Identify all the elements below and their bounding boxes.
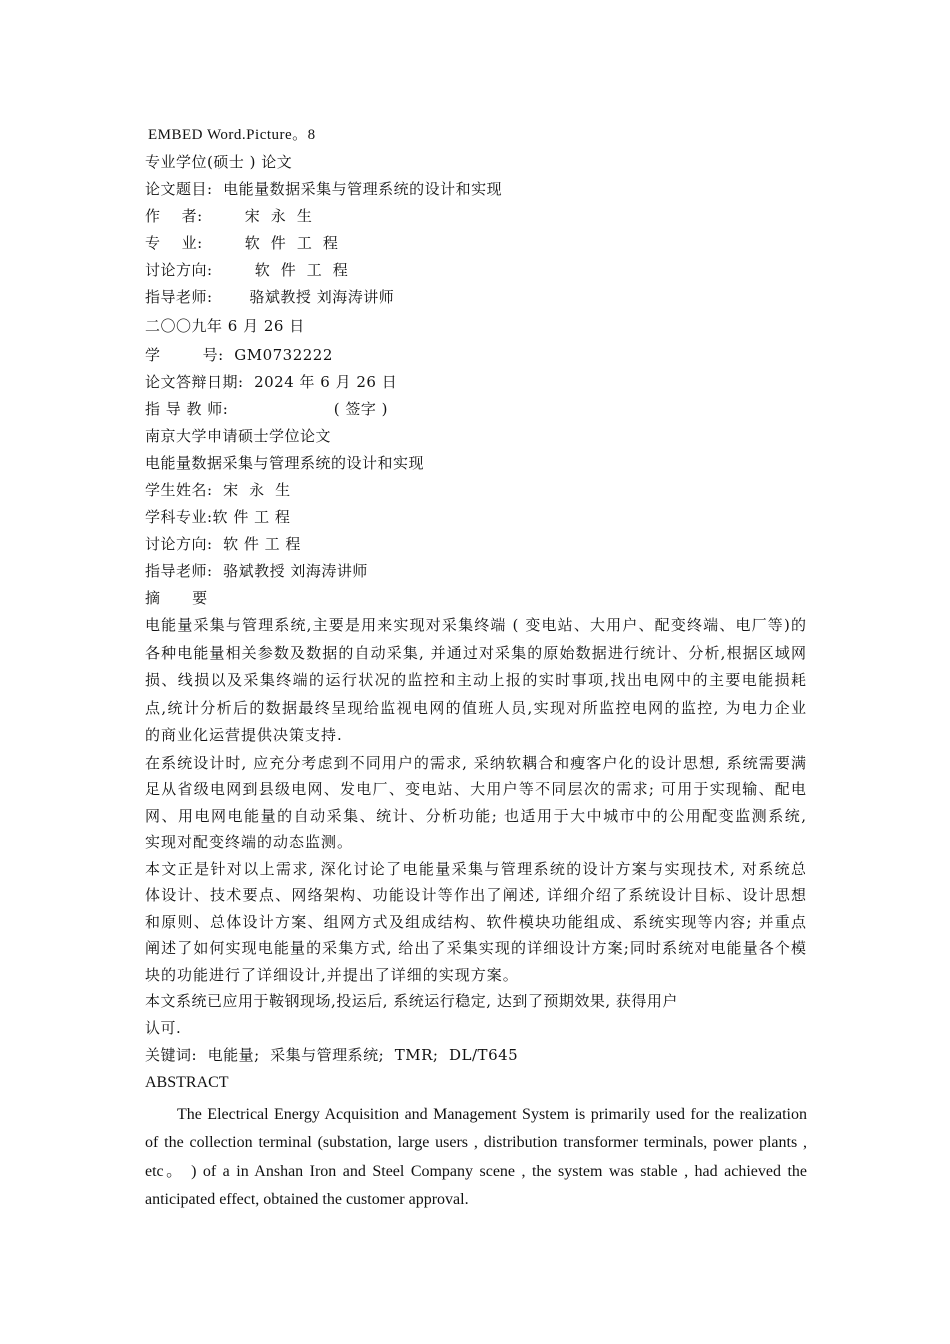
cover-major: 专 业: 软 件 工 程: [145, 234, 339, 252]
application-advisor: 指导老师: 骆斌教授 刘海涛讲师: [145, 562, 368, 580]
abstract-cn-paragraph: 本文系统已应用于鞍钢现场,投运后, 系统运行稳定, 达到了预期效果, 获得用户: [145, 992, 678, 1010]
cover-thesis-title: 论文题目: 电能量数据采集与管理系统的设计和实现: [145, 180, 503, 198]
keywords: 关键词: 电能量; 采集与管理系统; TMR; DL/T645: [145, 1046, 519, 1064]
abstract-cn-paragraph: 在系统设计时, 应充分考虑到不同用户的需求, 采纳软耦合和瘦客户化的设计思想, 系统需要满足从省级电网到县级电网、发电厂、变电站、大用户等不同层次的需求; 可用于实现输、配电网、用电网电能量的自动采集、统计、分析功能; 也适用于大中城市中的公用配变监测系统, 实现对配变终端的动态监测。: [145, 753, 807, 851]
defense-date: 论文答辩日期: 2024 年 6 月 26 日: [145, 373, 398, 391]
embed-field-line: EMBED Word.Picture。8: [148, 127, 316, 143]
abstract-cn-paragraph: 电能量采集与管理系统,主要是用来实现对采集终端 ( 变电站、大用户、配变终端、电厂等)的各种电能量相关参数及数据的自动采集, 并通过对采集的原始数据进行统计、分析,根据区域网损、线损以及采集终端的运行状况的监控和主动上报的实时事项,找出电网中的主要电能损耗点,统计分析后的数据最终呈现给监视电网的值班人员,实现对所监控电网的监控, 为电力企业的商业化运营提供决策支持.: [145, 616, 807, 744]
document-content: [145, 122, 807, 1215]
student-id: 学 号: GM0732222: [145, 346, 333, 364]
abstract-cn-paragraph: 本文正是针对以上需求, 深化讨论了电能量采集与管理系统的设计方案与实现技术, 对系统总体设计、技术要点、网络架构、功能设计等作出了阐述, 详细介绍了系统设计目标、设计思想和原则、总体设计方案、组网方式及组成结构、软件模块功能组成、系统实现等内容; 并重点阐述了如何实现电能量的采集方式, 给出了采集实现的详细设计方案;同时系统对电能量各个模块的功能进行了详细设计,并提出了详细的实现方案。: [145, 859, 807, 984]
cover-date: 二〇〇九年 6 月 26 日: [145, 317, 305, 335]
student-name: 学生姓名: 宋 永 生: [145, 481, 291, 499]
subject-major: 学科专业:软 件 工 程: [145, 508, 291, 526]
abstract-en-body: The Electrical Energy Acquisition and Management System is primarily used for the realization of the collection terminal (substation, large users , distribution transformer terminals, power plants , etc。 ) of a in Anshan Iron and Steel Company scene , the system was stable , had achieved the anticipated effect, obtained the customer approval.: [145, 1105, 807, 1208]
university-application: 南京大学申请硕士学位论文: [145, 427, 332, 445]
abstract-en-heading: ABSTRACT: [145, 1074, 229, 1091]
abstract-cn-paragraph-end: 认可.: [145, 1019, 182, 1037]
application-research-direction: 讨论方向: 软 件 工 程: [145, 535, 301, 553]
degree-type: 专业学位(硕士 ) 论文: [145, 153, 293, 171]
application-thesis-title: 电能量数据采集与管理系统的设计和实现: [145, 454, 425, 472]
cover-author: 作 者: 宋 永 生: [145, 207, 313, 225]
cover-research-direction: 讨论方向: 软 件 工 程: [145, 261, 349, 279]
advisor-signature-line: 指 导 教 师: ( 签字 ): [145, 400, 388, 418]
cover-advisor: 指导老师: 骆斌教授 刘海涛讲师: [145, 288, 395, 306]
abstract-cn-heading: 摘 要: [145, 589, 208, 607]
